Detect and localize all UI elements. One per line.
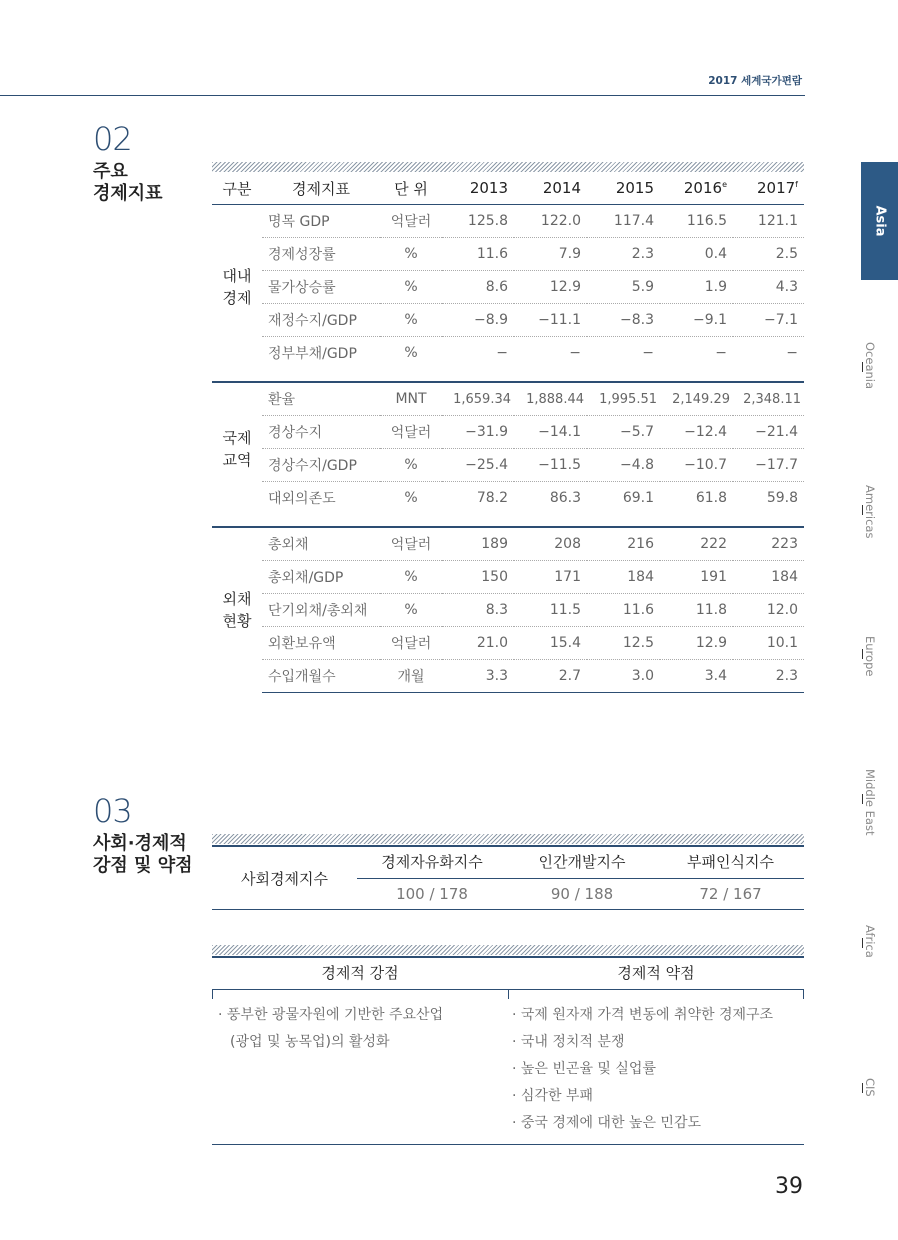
index-value-corruption: 72 / 167 [699, 885, 762, 903]
cell-value: 2,348.11 [733, 382, 804, 416]
cell-value: 3.4 [660, 660, 733, 693]
sw-corner-left [212, 989, 213, 999]
sw-corner-right [803, 989, 804, 999]
cell-value: −8.3 [587, 304, 660, 337]
cell-value: 69.1 [622, 490, 654, 506]
indicator-name: 재정수지/GDP [262, 304, 380, 337]
section-2-title-line1: 주요 [93, 161, 128, 182]
cell-value: 86.3 [549, 490, 581, 506]
indicator-unit: % [380, 561, 442, 594]
table-header-row [212, 172, 804, 205]
table-hatch-band [212, 162, 804, 172]
cell-value: 10.1 [733, 627, 804, 660]
col-header-indicator: 경제지표 [262, 172, 380, 205]
cell-value: −9.1 [660, 304, 733, 337]
cell-value: 171 [514, 561, 587, 594]
group-label-external-debt: 외채 현황 [222, 590, 252, 631]
cell-value: 12.5 [587, 627, 660, 660]
indicator-name: 경상수지/GDP [262, 449, 380, 482]
cell-value: −11.1 [514, 304, 587, 337]
cell-value: 216 [587, 527, 660, 561]
indicator-name: 대외의존도 [268, 491, 336, 507]
cell-value: 116.5 [660, 205, 733, 238]
group-separator [212, 369, 804, 382]
indicator-name: 총외채 [262, 527, 380, 561]
table-row [212, 449, 804, 482]
col-header-2013: 2013 [442, 172, 514, 205]
cell-value: 1,995.51 [587, 382, 660, 416]
cell-value: 121.1 [733, 205, 804, 238]
cell-value: 223 [733, 527, 804, 561]
indicator-unit: MNT [380, 382, 442, 416]
cell-value: 12.0 [733, 594, 804, 627]
cell-value: 11.8 [660, 594, 733, 627]
table-row [212, 527, 804, 561]
cell-value: −12.4 [660, 416, 733, 449]
sup-2017: f [795, 180, 798, 189]
cell-value: 7.9 [514, 238, 587, 271]
cell-value: −4.8 [587, 449, 660, 482]
section-3-title [93, 833, 192, 877]
sup-2016: e [722, 180, 727, 189]
section-2-title-line2: 경제지표 [93, 183, 163, 204]
cell-value: 15.4 [514, 627, 587, 660]
cell-value: 222 [660, 527, 733, 561]
table-row [212, 382, 804, 416]
sw-hatch-band [212, 945, 804, 955]
cell-value: 184 [587, 561, 660, 594]
indicator-unit: % [380, 238, 442, 271]
cell-value: 189 [442, 527, 514, 561]
cell-value: − [715, 345, 727, 361]
cell-value: −8.9 [442, 304, 514, 337]
cell-value: 3.3 [442, 660, 514, 693]
cell-value: 2,149.29 [660, 382, 733, 416]
group-label-domestic: 대내 경제 [222, 267, 252, 307]
section-2-number: 02 [93, 120, 132, 158]
list-item: · 풍부한 광물자원에 기반한 주요산업 [218, 1007, 444, 1023]
table-row [212, 238, 804, 271]
indicator-unit: % [380, 271, 442, 304]
indicator-name: 경상수지 [262, 416, 380, 449]
cell-value: 59.8 [766, 490, 798, 506]
indicator-name: 수입개월수 [262, 660, 380, 693]
indicator-name: 경제성장률 [262, 238, 380, 271]
indicator-unit: % [404, 345, 418, 361]
cell-value: − [642, 345, 654, 361]
cell-value: 8.3 [442, 594, 514, 627]
table-row [212, 561, 804, 594]
section-3-number: 03 [93, 792, 132, 830]
cell-value: 12.9 [660, 627, 733, 660]
weaknesses-list [512, 1002, 804, 1137]
sw-bottom-rule [212, 1144, 804, 1145]
cell-value: −11.5 [514, 449, 587, 482]
section-3-title-line1: 사회·경제적 [93, 833, 187, 854]
index-value-human-development: 90 / 188 [550, 885, 614, 903]
list-item: · 높은 빈곤율 및 실업률 [512, 1061, 656, 1077]
cell-value: 208 [514, 527, 587, 561]
cell-value: 2.3 [587, 238, 660, 271]
cell-value: 8.6 [442, 271, 514, 304]
index-label: 사회경제지수 [241, 869, 328, 888]
page-number: 39 [775, 1174, 803, 1199]
indicator-name: 환율 [262, 382, 380, 416]
indicator-unit: % [404, 490, 418, 506]
cell-value: 21.0 [442, 627, 514, 660]
indicator-unit: 억달러 [380, 527, 442, 561]
cell-value: 2.5 [733, 238, 804, 271]
cell-value: 1,888.44 [514, 382, 587, 416]
col-header-category: 구분 [212, 172, 262, 205]
indicator-name: 명목 GDP [262, 205, 380, 238]
indicator-name: 물가상승률 [262, 271, 380, 304]
indicator-unit: % [380, 304, 442, 337]
list-item: (광업 및 농목업)의 활성화 [230, 1034, 390, 1050]
table-row [212, 271, 804, 304]
col-header-2015: 2015 [587, 172, 660, 205]
strengths-header: 경제적 강점 [321, 964, 399, 982]
indicator-name: 외환보유액 [262, 627, 380, 660]
cell-value: − [786, 345, 798, 361]
col-header-2017: 2017$^f$ [733, 172, 804, 205]
table-row [212, 660, 804, 693]
cell-value: −14.1 [514, 416, 587, 449]
index-bottom-rule [212, 909, 804, 910]
cell-value: 150 [442, 561, 514, 594]
indicator-name: 정부부채/GDP [268, 346, 357, 362]
indicator-name: 총외채/GDP [262, 561, 380, 594]
group-label-trade: 국제 교역 [222, 428, 252, 469]
cell-value: 11.5 [514, 594, 587, 627]
sw-corner-mid [508, 989, 509, 999]
cell-value: 1,659.34 [442, 382, 514, 416]
list-item: · 중국 경제에 대한 높은 민감도 [512, 1115, 701, 1131]
indicator-name: 단기외채/총외채 [262, 594, 380, 627]
cell-value: −25.4 [442, 449, 514, 482]
cell-value: −7.1 [733, 304, 804, 337]
cell-value: 11.6 [587, 594, 660, 627]
region-tab-asia[interactable] [861, 162, 898, 280]
header-rule [0, 95, 805, 96]
section-3-title-line2: 강점 및 약점 [93, 855, 193, 876]
cell-value: − [569, 345, 581, 361]
indicator-unit: 억달러 [380, 205, 442, 238]
cell-value: 4.3 [733, 271, 804, 304]
group-separator [212, 514, 804, 527]
region-label: Oceania [863, 342, 877, 390]
table-row [212, 337, 804, 370]
cell-value: −10.7 [660, 449, 733, 482]
region-label: Middle East [863, 769, 877, 836]
indicator-unit: 억달러 [380, 416, 442, 449]
region-label: CIS [863, 1078, 877, 1097]
table-row [212, 594, 804, 627]
index-value-economic-freedom: 100 / 178 [396, 885, 468, 903]
cell-value: 184 [733, 561, 804, 594]
cell-value: 125.8 [442, 205, 514, 238]
table-row [212, 304, 804, 337]
indicator-unit: 개월 [380, 660, 442, 693]
strengths-list [218, 1002, 503, 1056]
cell-value: −5.7 [587, 416, 660, 449]
index-hatch-band [212, 834, 804, 844]
cell-value: − [496, 345, 508, 361]
list-item: · 심각한 부패 [512, 1088, 593, 1104]
col-header-2014: 2014 [514, 172, 587, 205]
cell-value: 0.4 [660, 238, 733, 271]
cell-value: 3.0 [587, 660, 660, 693]
cell-value: −31.9 [442, 416, 514, 449]
region-label: Africa [863, 925, 877, 958]
list-item: · 국제 원자재 가격 변동에 취약한 경제구조 [512, 1007, 774, 1023]
cell-value: 5.9 [587, 271, 660, 304]
weaknesses-header: 경제적 약점 [617, 964, 695, 982]
table-row [212, 416, 804, 449]
col-header-2016: 2016e [660, 172, 733, 205]
table-row [212, 482, 804, 515]
table-row [212, 205, 804, 238]
cell-value: 2.7 [514, 660, 587, 693]
list-item: · 국내 정치적 분쟁 [512, 1034, 625, 1050]
index-header-corruption: 부패인식지수 [687, 853, 774, 871]
running-header-title: 2017 세계국가편람 [708, 75, 802, 87]
indicator-unit: % [380, 449, 442, 482]
region-label: Americas [863, 485, 877, 539]
col-header-unit: 단 위 [380, 172, 442, 205]
cell-value: 2.3 [733, 660, 804, 693]
index-header-human-development: 인간개발지수 [538, 853, 626, 871]
cell-value: 12.9 [514, 271, 587, 304]
cell-value: 122.0 [514, 205, 587, 238]
index-header-economic-freedom: 경제자유화지수 [381, 853, 483, 871]
indicator-unit: % [380, 594, 442, 627]
cell-value: −21.4 [733, 416, 804, 449]
cell-value: 1.9 [660, 271, 733, 304]
cell-value: −17.7 [733, 449, 804, 482]
table-row [212, 627, 804, 660]
cell-value: 61.8 [695, 490, 727, 506]
section-2-title [93, 161, 163, 205]
indicator-unit: 억달러 [380, 627, 442, 660]
cell-value: 117.4 [587, 205, 660, 238]
cell-value: 11.6 [442, 238, 514, 271]
cell-value: 191 [660, 561, 733, 594]
cell-value: 78.2 [476, 490, 508, 506]
economic-indicators-table [212, 172, 804, 693]
region-label: Europe [863, 636, 877, 677]
region-tab-asia-label: Asia [872, 205, 887, 237]
